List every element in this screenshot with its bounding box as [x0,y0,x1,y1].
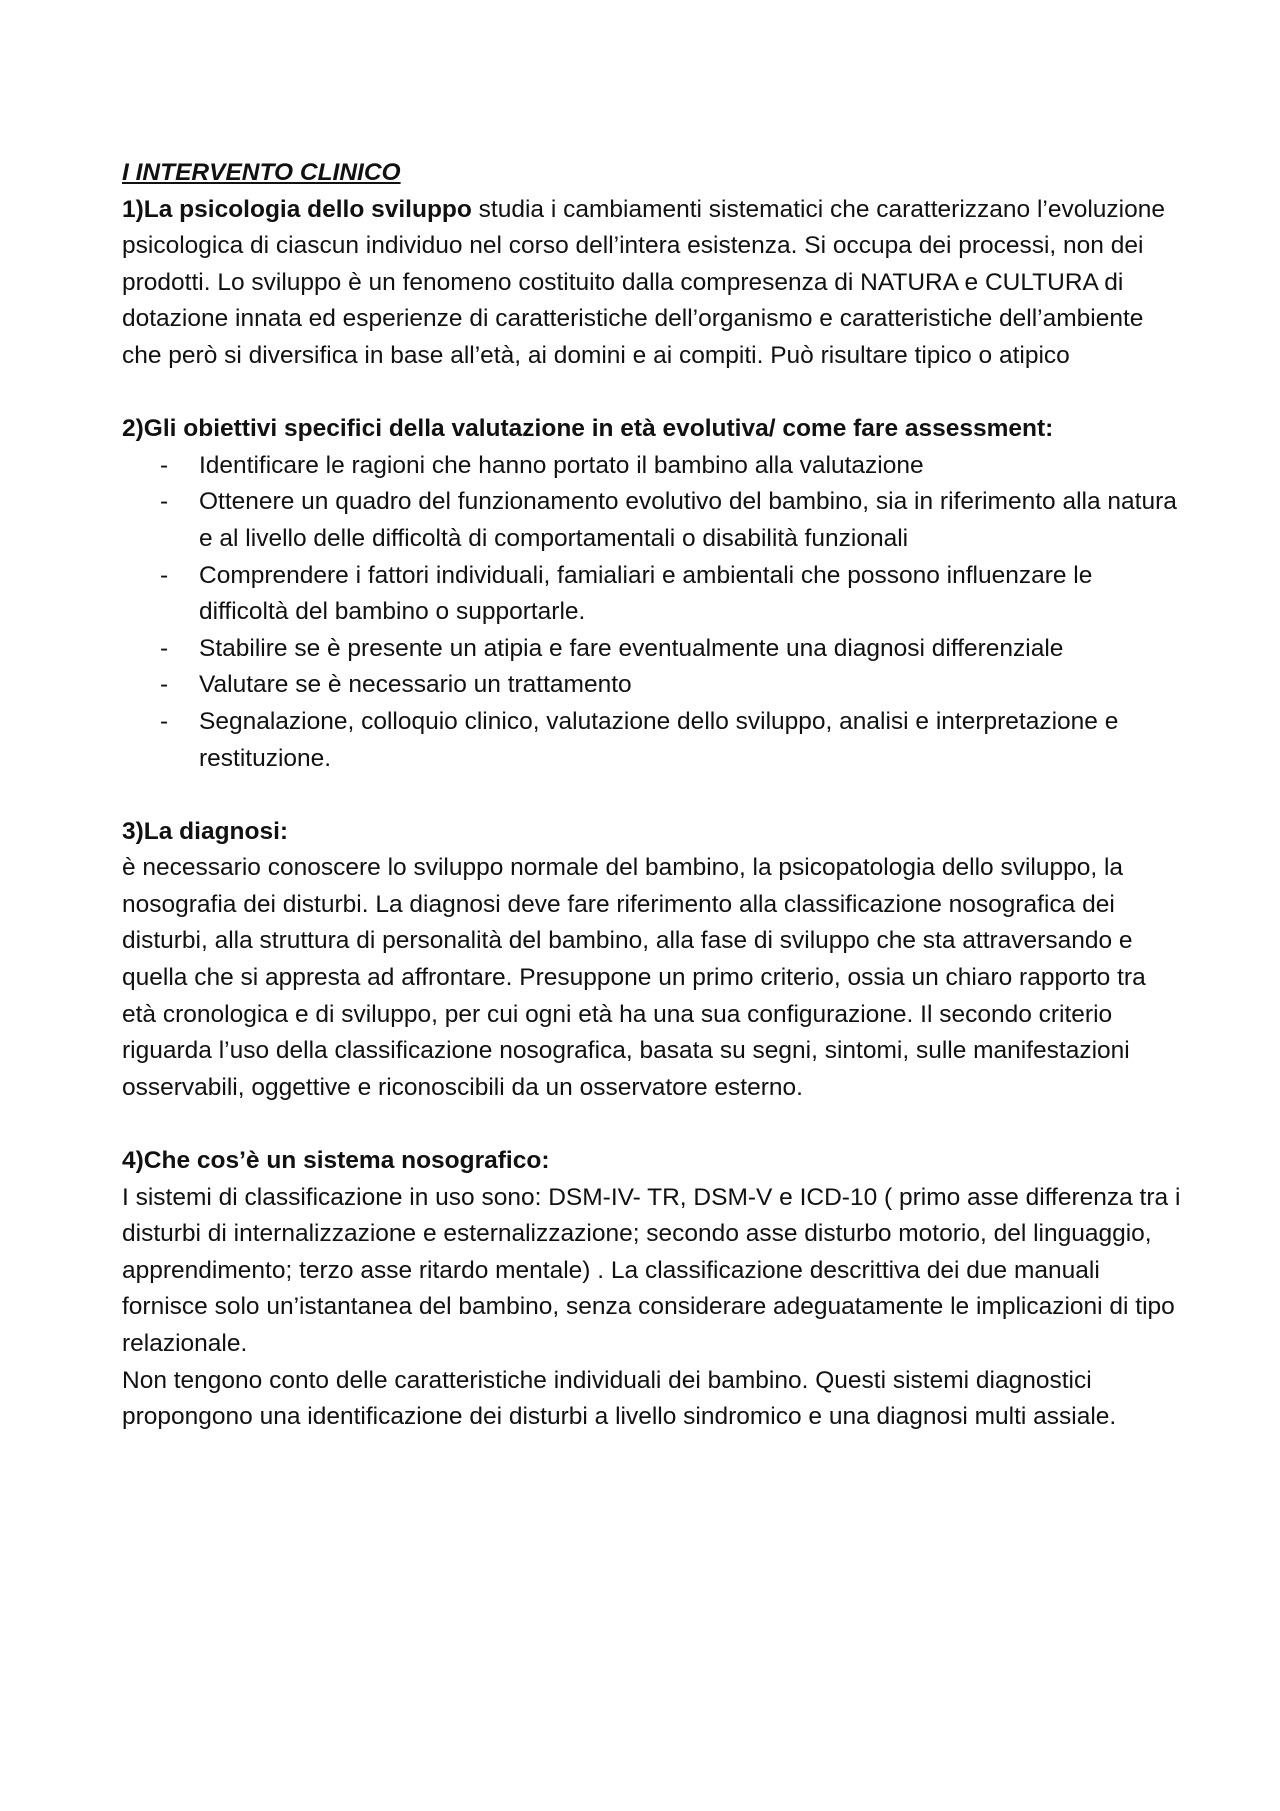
section-4-body: I sistemi di classificazione in uso sono: DSM-IV- TR, DSM-V e ICD-10 ( primo asse differenza tra i disturbi di internalizzazione e esternalizzazione; secondo asse disturbo motorio, del linguaggio, apprendimento; terzo asse ritardo mentale) . La classificazione descrittiva dei due manuali fornisce solo un’istantanea del bambino, senza considerare adeguatamente le implicazioni di tipo relazionale. [122,1183,1181,1357]
list-item [122,558,1182,631]
section-3-heading: 3)La diagnosi: [122,817,289,845]
document-page [122,155,1182,1436]
section-1-body: studia i cambiamenti sistematici che caratterizzano l’evoluzione psicologica di ciascun individuo nel corso dell’intera esistenza. Si occupa dei processi, non dei prodotti. Lo sviluppo è un fenomeno costituito dalla compresenza di NATURA e CULTURA di dotazione innata ed esperienze di caratteristiche dell’organismo e caratteristiche dell’ambiente che però si diversifica in base all’età, ai domini e ai compiti. Può risultare tipico o atipico [122,195,1165,369]
list-item [122,631,1182,668]
list-item-text: Stabilire se è presente un atipia e fare eventualmente una diagnosi differenziale [199,634,1064,662]
list-item [122,484,1182,557]
spacer [122,375,1182,412]
list-item-text: Valutare se è necessario un trattamento [199,671,632,699]
section-1-paragraph [122,192,1182,375]
document-title: I INTERVENTO CLINICO [122,159,401,186]
dash-bullet-icon: - [160,451,169,479]
list-item-text: Segnalazione, colloquio clinico, valutazione dello sviluppo, analisi e interpretazione e restituzione. [199,707,1119,772]
objectives-list [122,448,1182,777]
list-item [122,667,1182,704]
dash-bullet-icon: - [160,634,169,662]
dash-bullet-icon: - [160,671,169,699]
dash-bullet-icon: - [160,707,169,735]
section-4-body-continued: Non tengono conto delle caratteristiche individuali dei bambino. Questi sistemi diagnostici propongono una identificazione dei disturbi a livello sindromico e una diagnosi multi assiale. [122,1366,1117,1431]
list-item [122,704,1182,777]
spacer [122,1106,1182,1143]
list-item-text: Identificare le ragioni che hanno portato il bambino alla valutazione [199,451,924,479]
dash-bullet-icon: - [160,561,169,589]
spacer [122,777,1182,814]
dash-bullet-icon: - [160,488,169,516]
section-3-body: è necessario conoscere lo sviluppo normale del bambino, la psicopatologia dello sviluppo, la nosografia dei disturbi. La diagnosi deve fare riferimento alla classificazione nosografica dei disturbi, alla struttura di personalità del bambino, alla fase di sviluppo che sta attraversando e quella che si appresta ad affrontare. Presuppone un primo criterio, ossia un chiaro rapporto tra età cronologica e di sviluppo, per cui ogni età ha una sua configurazione. Il secondo criterio riguarda l’uso della classificazione nosografica, basata su segni, sintomi, sulle manifestazioni osservabili, oggettive e riconoscibili da un osservatore esterno. [122,854,1146,1101]
section-4-heading: 4)Che cos’è un sistema nosografico: [122,1147,550,1175]
list-item-text: Comprendere i fattori individuali, famialiari e ambientali che possono influenzare le difficoltà del bambino o supportarle. [199,561,1093,626]
list-item [122,448,1182,485]
list-item-text: Ottenere un quadro del funzionamento evolutivo del bambino, sia in riferimento alla natura e al livello delle difficoltà di comportamentali o disabilità funzionali [199,488,1177,552]
section-1-lead: 1)La psicologia dello sviluppo [122,195,472,223]
section-2-heading: 2)Gli obiettivi specifici della valutazione in età evolutiva/ come fare assessment: [122,415,1054,443]
